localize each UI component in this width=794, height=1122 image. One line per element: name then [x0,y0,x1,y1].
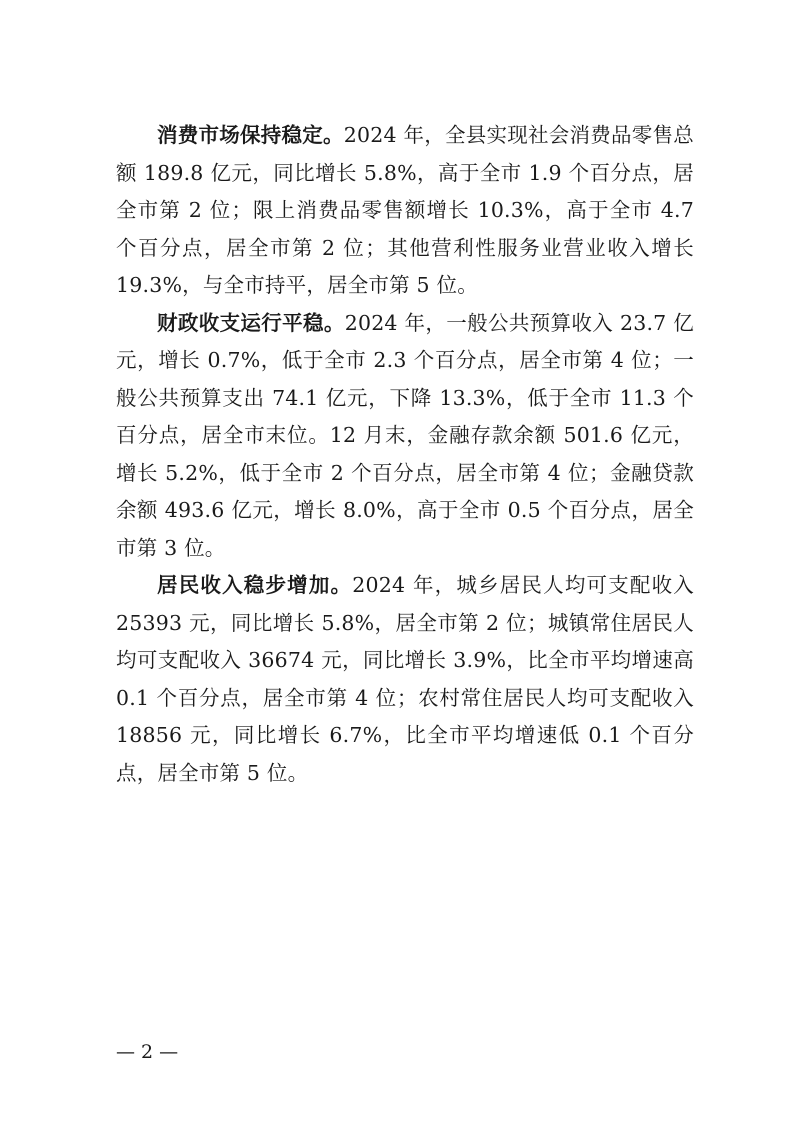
paragraph-body: 2024 年，一般公共预算收入 23.7 亿元，增长 0.7%，低于全市 2.3 个百分点，居全市第 4 位；一般公共预算支出 74.1 亿元，下降 13.3%，低于全市 11.3 个百分点，居全市末位。12 月末，金融存款余额 501.6 亿元，增长 5.2%，低于全市 2 个百分点，居全市第 4 位；金融贷款余额 493.6 亿元，增长 8.0%，高于全市 0.5 个百分点，居全市第 3 位。 [116,310,694,560]
paragraph-fiscal [116,305,694,568]
paragraph-body: 2024 年，全县实现社会消费品零售总额 189.8 亿元，同比增长 5.8%，高于全市 1.9 个百分点，居全市第 2 位；限上消费品零售额增长 10.3%，高于全市 4.7 个百分点，居全市第 2 位；其他营利性服务业营业收入增长 19.3%，与全市持平，居全市第 5 位。 [116,123,694,297]
paragraph-income [116,567,694,792]
paragraph-body: 2024 年，城乡居民人均可支配收入 25393 元，同比增长 5.8%，居全市第 2 位；城镇常住居民人均可支配收入 36674 元，同比增长 3.9%，比全市平均增速高 0.1 个百分点，居全市第 4 位；农村常住居民人均可支配收入 18856 元，同比增长 6.7%，比全市平均增速低 0.1 个百分点，居全市第 5 位。 [116,573,694,785]
paragraph-lead: 财政收支运行平稳。 [157,310,345,335]
paragraph-lead: 居民收入稳步增加。 [157,573,353,597]
paragraph-consumer-market [116,117,694,305]
paragraph-lead: 消费市场保持稳定。 [157,123,344,147]
document-page [116,117,694,792]
page-number: — 2 — [116,1041,179,1063]
